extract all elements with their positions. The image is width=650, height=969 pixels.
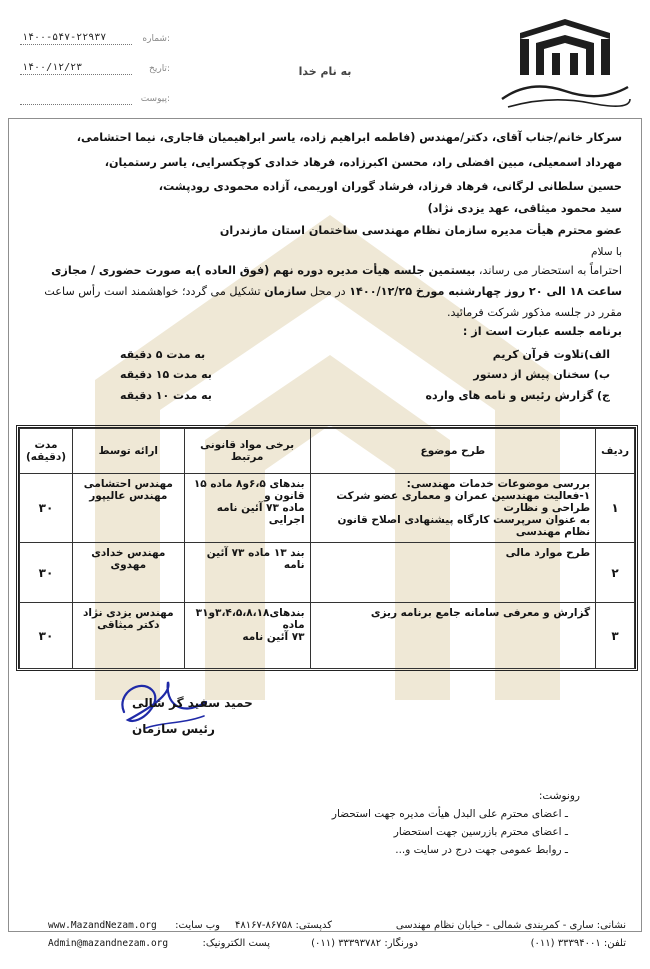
greeting: با سلام (590, 246, 622, 258)
signatory-name: حمید سفید گر شالی (132, 696, 253, 710)
date-value: ۱۴۰۰/۱۲/۲۳ (22, 62, 83, 73)
row-topic (310, 474, 596, 543)
header-row-number: ردیف (596, 429, 635, 474)
footer-email-label: پست الکترونیک: (202, 938, 270, 949)
cc-item: ـ روابط عمومی جهت درج در سایت و... (395, 844, 568, 856)
body-line-3: مقرر در جلسه مذکور شرکت فرمائید. (446, 306, 622, 319)
basmala-heading: به نام خدا (298, 65, 352, 78)
presenter-line: مهدوی (110, 559, 147, 571)
footer-phone: تلفن: ۳۳۳۹۴۰۰۱ (۰۱۱) (530, 938, 626, 949)
cc-item: ـ اعضای محترم بازرسین جهت استحضار (393, 826, 568, 838)
footer-postal: کدپستی: ۸۶۷۵۸-۴۸۱۶۷ (235, 920, 332, 931)
row-number: ۲ (596, 543, 635, 603)
body-line-2 (26, 285, 622, 298)
body-line-2-at: در محل (310, 285, 346, 298)
recipients-line-1: سرکار خانم/جناب آقای، دکتر/مهندس (فاطمه ابراهیم زاده، یاسر ابراهیمیان قاجاری، نیما احتشامی، (76, 131, 622, 144)
footer-address: نشانی: ساری - کمربندی شمالی - خیابان نظام مهندسی (395, 920, 626, 931)
footer-website-label: وب سایت: (175, 920, 220, 931)
row-laws (184, 603, 310, 669)
letter-date-field (20, 62, 170, 78)
table-row (20, 474, 635, 543)
row-duration: ۳۰ (20, 603, 73, 669)
agenda-item (90, 389, 610, 405)
presenter-line: مهندس احتشامی (83, 478, 173, 490)
recipients-line-3: حسین سلطانی لرگانی، فرهاد فرزاد، فرشاد گوران اوریمی، آزاده محمودی رودپشت، (158, 180, 622, 193)
row-presenter (73, 474, 185, 543)
presenter-line: مهندس یزدی نژاد (83, 607, 174, 619)
footer-email[interactable]: Admin@mazandnezam.org (48, 938, 169, 949)
header-topic: طرح موضوع (310, 429, 596, 474)
header-presenter: ارائه توسط (73, 429, 185, 474)
number-label: شماره: (142, 34, 170, 44)
header-duration (20, 429, 73, 474)
agenda-item-duration: به مدت ۱۵ دقیقه (120, 368, 212, 381)
number-value: ۱۴۰۰-۵۴۷-۲۲۹۳۷ (22, 32, 107, 43)
topic-line: گزارش و معرفی سامانه جامع برنامه ریزی (370, 607, 591, 619)
recipients-line-4: سید محمود میثاقی، عهد یزدی نژاد) (427, 202, 622, 215)
presenter-line: مهندس خدادی (91, 547, 166, 559)
header-laws: برخی مواد قانونی مرتبط (184, 429, 310, 474)
row-duration: ۳۰ (20, 474, 73, 543)
agenda-item-label: الف)تلاوت قرآن کریم (492, 348, 610, 361)
laws-line: بند ۱۳ ماده ۷۳ آئین نامه (206, 547, 305, 571)
topic-line: به عنوان سرپرست کارگاه پیشنهادی اصلاح قانون نظام مهندسی (337, 514, 591, 538)
date-label: تاریخ: (149, 64, 170, 74)
topic-line: طرح موارد مالی (505, 547, 591, 559)
letter-attachment-field (20, 92, 170, 108)
body-line-2-time: ساعت ۱۸ الی ۲۰ روز چهارشنبه مورخ ۱۴۰۰/۱۲/۲۵ (349, 285, 622, 298)
laws-line: ۷۳ آئین نامه (242, 631, 305, 643)
cc-item: ـ اعضای محترم علی البدل هیأت مدیره جهت استحضار (331, 808, 568, 820)
presenter-line: دکتر میثاقی (97, 619, 160, 631)
row-topic (310, 603, 596, 669)
row-number: ۳ (596, 603, 635, 669)
body-line-2-request: تشکیل می گردد؛ خواهشمند است رأس ساعت (44, 285, 261, 298)
row-duration: ۳۰ (20, 543, 73, 603)
row-presenter (73, 543, 185, 603)
agenda-item-label: ب) سخنان پیش از دستور (473, 368, 610, 381)
body-line-2-place: سازمان (264, 285, 307, 298)
topic-line: ۱-فعالیت مهندسین عمران و معماری عضو شرکت طراحی و نظارت (336, 490, 591, 514)
topic-line: بررسی موضوعات خدمات مهندسی: (406, 478, 591, 490)
agenda-item-duration: به مدت ۱۰ دقیقه (120, 389, 212, 402)
letter-number-field (20, 32, 170, 48)
row-number: ۱ (596, 474, 635, 543)
body-line-1 (26, 264, 622, 277)
row-laws (184, 474, 310, 543)
agenda-table (16, 425, 638, 671)
presenter-line: مهندس عالیپور (89, 490, 168, 502)
footer-website[interactable]: www.MazandNezam.org (48, 920, 157, 931)
row-topic (310, 543, 596, 603)
org-logo (490, 15, 640, 115)
header-duration-line-1: مدت (34, 439, 58, 451)
laws-line: ماده ۷۳ آئین نامه اجرایی (216, 502, 305, 526)
recipients-role: عضو محترم هیأت مدیره سازمان نظام مهندسی ساختمان استان مازندران (219, 224, 622, 237)
recipients-line-2: مهرداد اسمعیلی، مبین افضلی راد، محسن اکبرزاده، فرهاد خدادی کوچکسرایی، یاسر رستمیان، (104, 156, 622, 169)
agenda-item-label: ج) گزارش رئیس و نامه های وارده (425, 389, 610, 402)
body-line-1-intro: احتراماً به استحضار می رساند، (478, 264, 622, 277)
laws-line: بندهای۳،۴،۵،۸،۱۸و۳۱ ماده (195, 607, 305, 631)
agenda-item (90, 348, 610, 364)
row-laws (184, 543, 310, 603)
agenda-item-duration: به مدت ۵ دقیقه (120, 348, 206, 361)
attachment-label: پیوست: (140, 94, 170, 104)
header-duration-line-2: (دقیقه) (25, 451, 67, 463)
table-row (20, 603, 635, 669)
agenda-item (90, 368, 610, 384)
footer-fax: دورنگار: ۳۳۳۹۳۷۸۲ (۰۱۱) (311, 938, 418, 949)
laws-line: بندهای ۶،۵و۸ ماده ۱۵ قانون و (193, 478, 305, 502)
agenda-title: برنامه جلسه عبارت است از : (462, 325, 622, 338)
table-row (20, 543, 635, 603)
row-presenter (73, 603, 185, 669)
body-line-1-meeting: بیستمین جلسه هیأت مدیره دوره نهم (فوق العاده )به صورت حضوری / مجازی (51, 264, 476, 277)
signatory-title: رئیس سازمان (132, 722, 215, 736)
table-header-row (20, 429, 635, 474)
cc-title: رونوشت: (538, 790, 580, 802)
